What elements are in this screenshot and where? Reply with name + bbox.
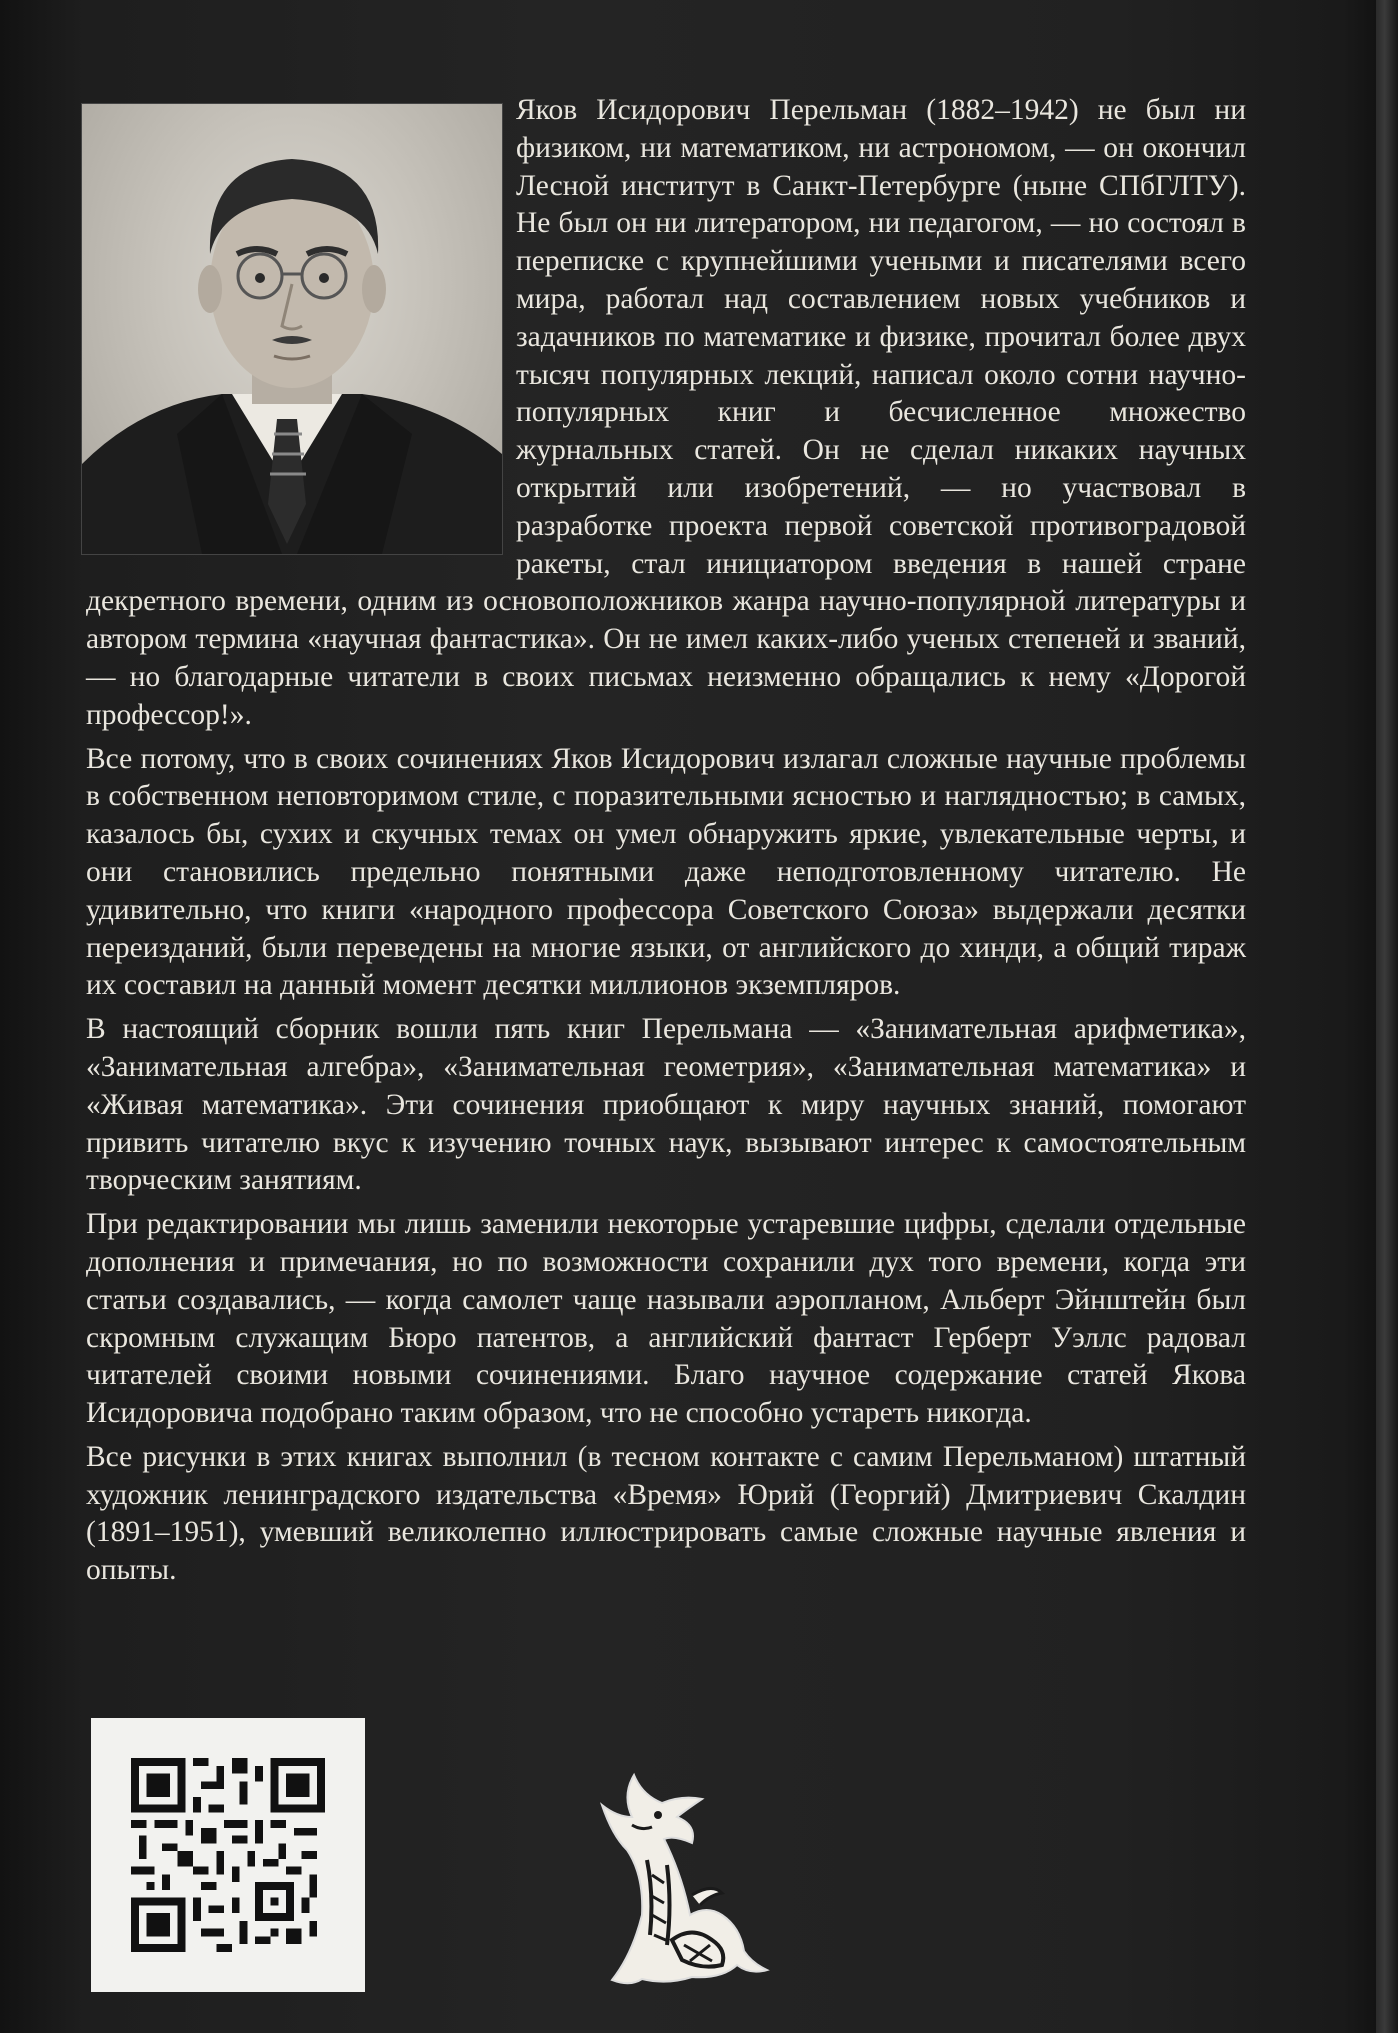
cover-text xyxy=(86,92,1246,1596)
spine-edge xyxy=(1376,0,1398,2033)
paragraph-style: Все потому, что в своих сочинениях Яков Исидорович излагал сложные научные проблемы в собственном неповторимом стиле, с поразительными ясностью и наглядностью; в самых, казалось бы, сухих и скучных темах он умел обнаружить яркие, увлекательные черты, и они становились предельно понятными даже неподготовленному читателю. Не удивительно, что книги «народного профессора Советского Союза» выдержали десятки переизданий, были переведены на многие языки, от английского до хинди, а общий тираж их составил на данный момент десятки миллионов экземпляров. xyxy=(86,742,1246,1002)
paragraph-illustrations: Все рисунки в этих книгах выполнил (в тесном контакте с самим Перельманом) штатный художник ленинградского издательства «Время» Юрий (Георгий) Дмитриевич Скалдин (1891–1951), умевший великолепно иллюстрировать самые сложные научные явления и опыты. xyxy=(86,1440,1246,1587)
dragon-logo-icon xyxy=(572,1765,782,1990)
paragraph-contents: В настоящий сборник вошли пять книг Перельмана — «Занимательная арифметика», «Занимательная алгебра», «Занимательная геометрия», «Занимательная математика» и «Живая математика». Эти сочинения приобщают к миру научных знаний, помогают привить читателю вкус к изучению точных наук, вызывают интерес к самостоятельным творческим занятиям. xyxy=(86,1013,1246,1197)
qr-code-icon xyxy=(131,1758,325,1952)
portrait-wrap-spacer xyxy=(86,92,516,562)
paragraph-biography: Яков Исидорович Перельман (1882–1942) не был ни физиком, ни математиком, ни астрономом, — он окончил Лесной институт в Санкт-Петербурге (ныне СПбГЛТУ). Не был он ни литератором, ни педагогом, — но состоял в переписке с крупнейшими учеными и писателями всего мира, работал над составлением новых учебников и задачников по математике и физике, прочитал более двух тысяч популярных лекций, написал около сотни научно-популярных книг и бесчисленное множество журнальных статей. Он не сделал никаких научных открытий или изобретений, — но участвовал в разработке проекта первой советской противоградовой ракеты, стал инициатором введения в нашей стране декретного времени, одним из основоположников жанра научно-популярной литературы и автором термина «научная фантастика». Он не имел каких-либо ученых степеней и званий, — но благодарные читатели в своих письмах неизменно обращались к нему «Дорогой профессор!». xyxy=(86,94,1246,731)
qr-code-panel xyxy=(91,1718,365,1992)
paragraph-editing: При редактировании мы лишь заменили некоторые устаревшие цифры, сделали отдельные дополнения и примечания, но по возможности сохранили дух того времени, когда эти статьи создавались, — когда самолет чаще называли аэропланом, Альберт Эйнштейн был скромным служащим Бюро патентов, а английский фантаст Герберт Уэллс радовал читателей своими новыми сочинениями. Благо научное содержание статей Якова Исидоровича подобрано таким образом, что не способно устареть никогда. xyxy=(86,1208,1246,1430)
